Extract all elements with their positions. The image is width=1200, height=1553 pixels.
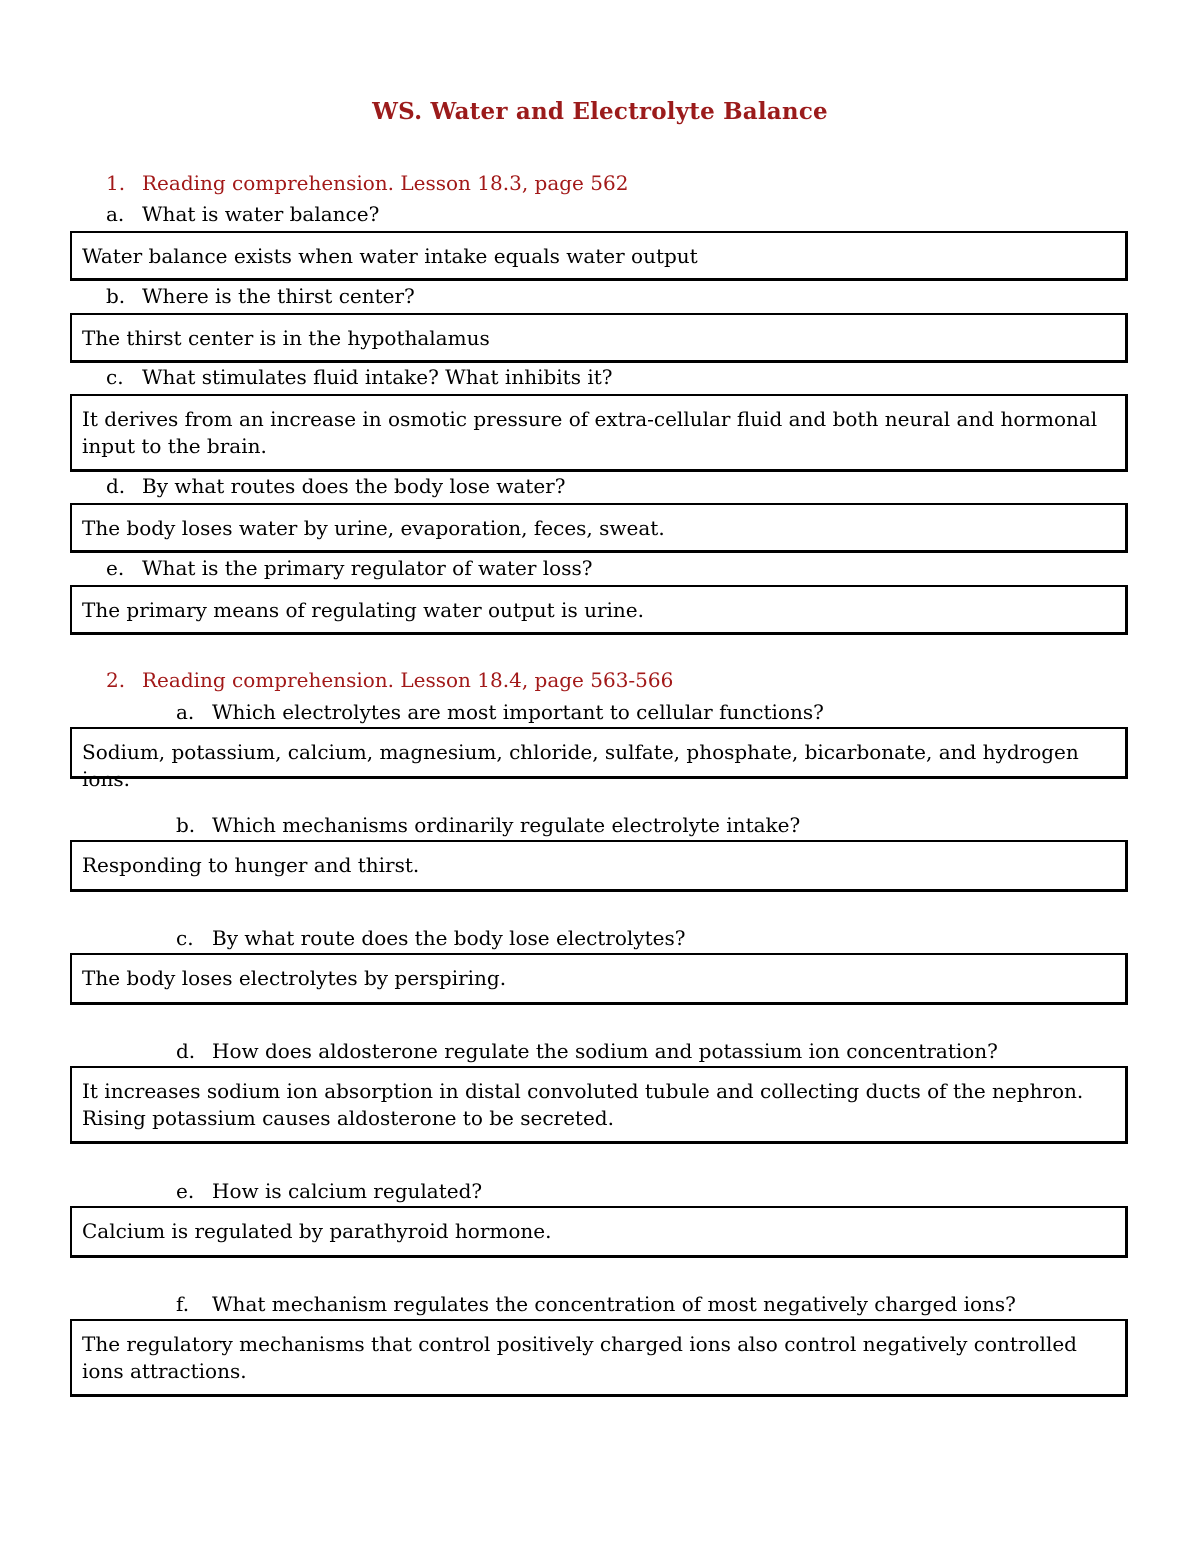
answer-box-1c: It derives from an increase in osmotic pressure of extra-cellular fluid and both neural and hormonal input to the brain.	[70, 394, 1128, 472]
question-letter: d.	[106, 474, 126, 498]
question-text: How does aldosterone regulate the sodium and potassium ion concentration?	[212, 1039, 998, 1063]
question-text: Which electrolytes are most important to cellular functions?	[212, 700, 824, 724]
question-letter: f.	[176, 1292, 190, 1316]
answer-box-1e: The primary means of regulating water output is urine.	[70, 585, 1128, 635]
question-text: What is water balance?	[142, 202, 380, 226]
question-letter: d.	[176, 1039, 196, 1063]
question-letter: c.	[176, 926, 194, 950]
question-letter: e.	[106, 556, 125, 580]
question-text: Where is the thirst center?	[142, 284, 415, 308]
answer-box-2e: Calcium is regulated by parathyroid hormone.	[70, 1206, 1128, 1258]
answer-box-2c: The body loses electrolytes by perspiring.	[70, 953, 1128, 1005]
question-letter: b.	[176, 813, 196, 837]
answer-box-2a: Sodium, potassium, calcium, magnesium, chloride, sulfate, phosphate, bicarbonate, and hydrogen ions.	[70, 727, 1128, 779]
question-letter: e.	[176, 1179, 195, 1203]
question-letter: b.	[106, 284, 126, 308]
section-2-title: Reading comprehension. Lesson 18.4, page 563-566	[142, 668, 674, 692]
question-text: How is calcium regulated?	[212, 1179, 483, 1203]
question-text: By what routes does the body lose water?	[142, 474, 566, 498]
section-1-number: 1.	[106, 171, 126, 195]
question-letter: c.	[106, 365, 124, 389]
section-1-title: Reading comprehension. Lesson 18.3, page 562	[142, 171, 629, 195]
question-text: What stimulates fluid intake? What inhibits it?	[142, 365, 613, 389]
worksheet-title: WS. Water and Electrolyte Balance	[372, 98, 828, 125]
answer-box-2b: Responding to hunger and thirst.	[70, 840, 1128, 892]
answer-box-2f: The regulatory mechanisms that control positively charged ions also control negatively controlled ions attractions.	[70, 1319, 1128, 1397]
question-text: Which mechanisms ordinarily regulate electrolyte intake?	[212, 813, 801, 837]
question-text: What is the primary regulator of water loss?	[142, 556, 593, 580]
answer-box-2d: It increases sodium ion absorption in distal convoluted tubule and collecting ducts of the nephron. Rising potassium causes aldosterone to be secreted.	[70, 1066, 1128, 1144]
question-text: What mechanism regulates the concentration of most negatively charged ions?	[212, 1292, 1016, 1316]
question-letter: a.	[176, 700, 195, 724]
question-text: By what route does the body lose electrolytes?	[212, 926, 686, 950]
question-letter: a.	[106, 202, 125, 226]
answer-box-1b: The thirst center is in the hypothalamus	[70, 313, 1128, 363]
answer-box-1d: The body loses water by urine, evaporation, feces, sweat.	[70, 503, 1128, 553]
section-2-number: 2.	[106, 668, 126, 692]
answer-box-1a: Water balance exists when water intake equals water output	[70, 231, 1128, 281]
